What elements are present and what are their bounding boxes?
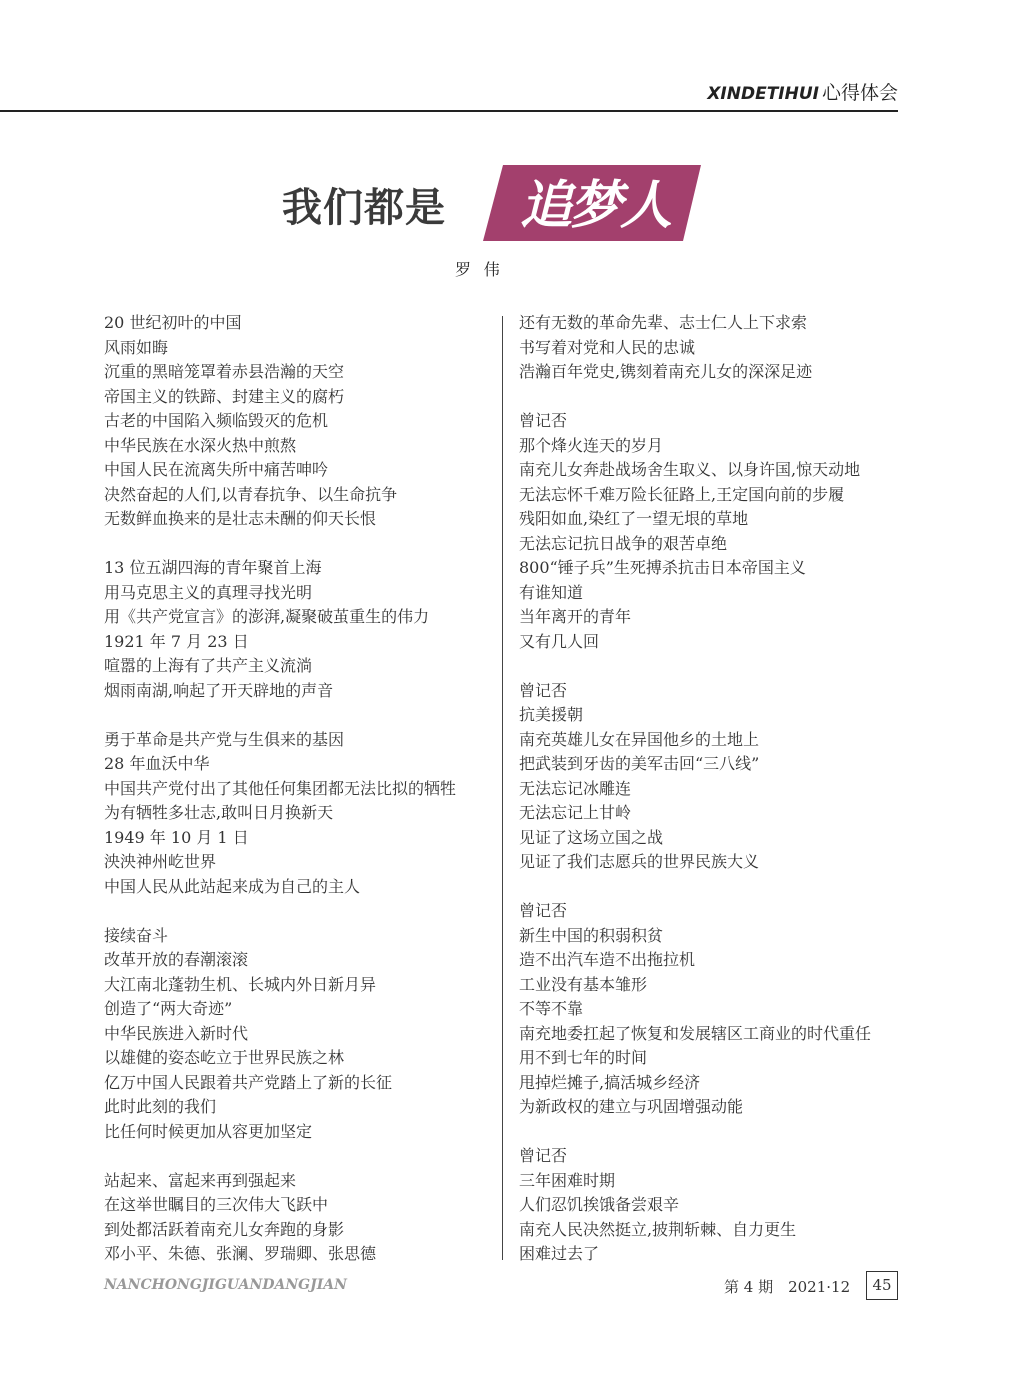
poem-line: 抗美援朝 xyxy=(519,705,584,724)
poem-line: 到处都活跃着南充儿女奔跑的身影 xyxy=(104,1219,345,1239)
poem-line: 困难过去了 xyxy=(519,1244,600,1263)
article-title-stylized-text: 追梦人 xyxy=(519,176,671,236)
stanza-gap xyxy=(104,703,494,728)
poem-line: 残阳如血,染红了一望无垠的草地 xyxy=(519,509,749,528)
poem-line: 站起来、富起来再到强起来 xyxy=(104,1170,297,1190)
section-header-cn: 心得体会 xyxy=(821,82,898,104)
poem-line: 接续奋斗 xyxy=(104,925,169,945)
poem-line: 不等不靠 xyxy=(519,999,584,1018)
poem-line: 又有几人回 xyxy=(519,631,600,651)
poem-line: 南充人民决然挺立,披荆斩棘、自力更生 xyxy=(519,1219,797,1239)
poem-line: 曾记否 xyxy=(519,901,568,920)
poem-line: 还有无数的革命先辈、志士仁人上下求索 xyxy=(519,313,808,332)
stanza-gap xyxy=(519,875,899,900)
poem-line: 当年离开的青年 xyxy=(519,607,632,626)
poem-line: 为有牺牲多壮志,敢叫日月换新天 xyxy=(104,803,334,822)
poem-line: 那个烽火连天的岁月 xyxy=(519,435,664,455)
poem-line: 决然奋起的人们,以青春抗争、以生命抗争 xyxy=(104,484,398,504)
poem-line: 有谁知道 xyxy=(519,582,584,602)
poem-line: 28 年血沃中华 xyxy=(104,754,210,773)
poem-line: 无法忘记冰雕连 xyxy=(519,778,632,798)
poem-line: 曾记否 xyxy=(519,1146,568,1165)
poem-line: 中国共产党付出了其他任何集团都无法比拟的牺牲 xyxy=(104,778,457,798)
poem-line: 南充地委扛起了恢复和发展辖区工商业的时代重任 xyxy=(519,1023,872,1043)
section-header xyxy=(707,78,898,105)
poem-line: 800“锤子兵”生死搏杀抗击日本帝国主义 xyxy=(519,558,806,577)
poem-line: 邓小平、朱德、张澜、罗瑞卿、张思德 xyxy=(104,1244,377,1263)
poem-line: 新生中国的积弱积贫 xyxy=(519,925,664,945)
stanza-gap xyxy=(104,899,494,924)
poem-line: 亿万中国人民跟着共产党踏上了新的长征 xyxy=(104,1072,393,1092)
poem-line: 用《共产党宣言》的澎湃,凝聚破茧重生的伟力 xyxy=(104,607,430,626)
poem-line: 此时此刻的我们 xyxy=(104,1097,217,1116)
poem-line: 南充英雄儿女在异国他乡的土地上 xyxy=(519,729,760,749)
article-title-stylized xyxy=(483,165,701,241)
poem-line: 泱泱神州屹世界 xyxy=(104,852,217,871)
poem-line: 曾记否 xyxy=(519,411,568,430)
poem-left-column xyxy=(104,311,494,1267)
poem-line: 人们忍饥挨饿备尝艰辛 xyxy=(519,1195,680,1214)
article-title: 我们都是 xyxy=(282,185,446,231)
poem-line: 勇于革命是共产党与生俱来的基因 xyxy=(104,729,345,749)
author-name: 罗伟 xyxy=(455,260,513,279)
poem-line: 古老的中国陷入频临毁灭的危机 xyxy=(104,411,329,430)
page-number: 45 xyxy=(866,1271,898,1300)
stanza-gap xyxy=(519,654,899,679)
poem-line: 三年困难时期 xyxy=(519,1170,616,1190)
poem-line: 无法忘记上甘岭 xyxy=(519,803,632,822)
poem-line: 用马克思主义的真理寻找光明 xyxy=(104,582,313,602)
poem-line: 用不到七年的时间 xyxy=(519,1048,648,1067)
stanza-gap xyxy=(104,532,494,557)
poem-line: 工业没有基本雏形 xyxy=(519,974,648,994)
poem-line: 无法忘怀千难万险长征路上,王定国向前的步履 xyxy=(519,484,845,504)
poem-line: 无法忘记抗日战争的艰苦卓绝 xyxy=(519,533,728,553)
column-divider xyxy=(502,316,503,1260)
poem-line: 中国人民在流离失所中痛苦呻吟 xyxy=(104,460,329,479)
poem-line: 为新政权的建立与巩固增强动能 xyxy=(519,1097,744,1116)
poem-line: 南充儿女奔赴战场舍生取义、以身许国,惊天动地 xyxy=(519,460,861,479)
poem-line: 改革开放的春潮滚滚 xyxy=(104,950,249,969)
poem-line: 比任何时候更加从容更加坚定 xyxy=(104,1121,313,1141)
poem-line: 风雨如晦 xyxy=(104,337,169,357)
poem-line: 把武装到牙齿的美军击回“三八线” xyxy=(519,754,760,773)
poem-line: 1949 年 10 月 1 日 xyxy=(104,827,249,847)
poem-line: 13 位五湖四海的青年聚首上海 xyxy=(104,558,322,577)
poem-line: 喧嚣的上海有了共产主义流淌 xyxy=(104,656,313,675)
poem-line: 帝国主义的铁蹄、封建主义的腐朽 xyxy=(104,386,345,406)
stanza-gap xyxy=(519,385,899,410)
poem-line: 沉重的黑暗笼罩着赤县浩瀚的天空 xyxy=(104,362,345,381)
footer-publication: NANCHONGJIGUANDANGJIAN xyxy=(104,1277,347,1293)
stanza-gap xyxy=(104,1144,494,1169)
poem-line: 造不出汽车造不出拖拉机 xyxy=(519,950,696,969)
poem-line: 中华民族进入新时代 xyxy=(104,1023,249,1043)
poem-line: 在这举世瞩目的三次伟大飞跃中 xyxy=(104,1195,329,1214)
poem-line: 见证了我们志愿兵的世界民族大义 xyxy=(519,852,760,871)
section-header-latin: XINDETIHUI xyxy=(707,84,819,104)
poem-line: 曾记否 xyxy=(519,680,568,700)
poem-line: 中华民族在水深火热中煎熬 xyxy=(104,435,297,455)
stanza-gap xyxy=(519,1120,899,1145)
poem-line: 中国人民从此站起来成为自己的主人 xyxy=(104,876,361,896)
poem-line: 甩掉烂摊子,搞活城乡经济 xyxy=(519,1072,701,1092)
poem-line: 无数鲜血换来的是壮志未酬的仰天长恨 xyxy=(104,509,377,528)
poem-line: 书写着对党和人民的忠诚 xyxy=(519,337,696,357)
poem-line: 创造了“两大奇迹” xyxy=(104,999,233,1018)
footer-issue: 第 4 期 2021·12 xyxy=(724,1278,851,1296)
poem-line: 大江南北蓬勃生机、长城内外日新月异 xyxy=(104,974,377,994)
poem-line: 20 世纪初叶的中国 xyxy=(104,313,242,332)
poem-line: 浩瀚百年党史,镌刻着南充儿女的深深足迹 xyxy=(519,362,813,381)
poem-right-column xyxy=(519,311,899,1267)
poem-line: 以雄健的姿态屹立于世界民族之林 xyxy=(104,1048,345,1067)
header-rule xyxy=(0,110,898,112)
poem-line: 烟雨南湖,响起了开天辟地的声音 xyxy=(104,680,334,700)
poem-line: 见证了这场立国之战 xyxy=(519,827,664,847)
poem-line: 1921 年 7 月 23 日 xyxy=(104,631,249,651)
